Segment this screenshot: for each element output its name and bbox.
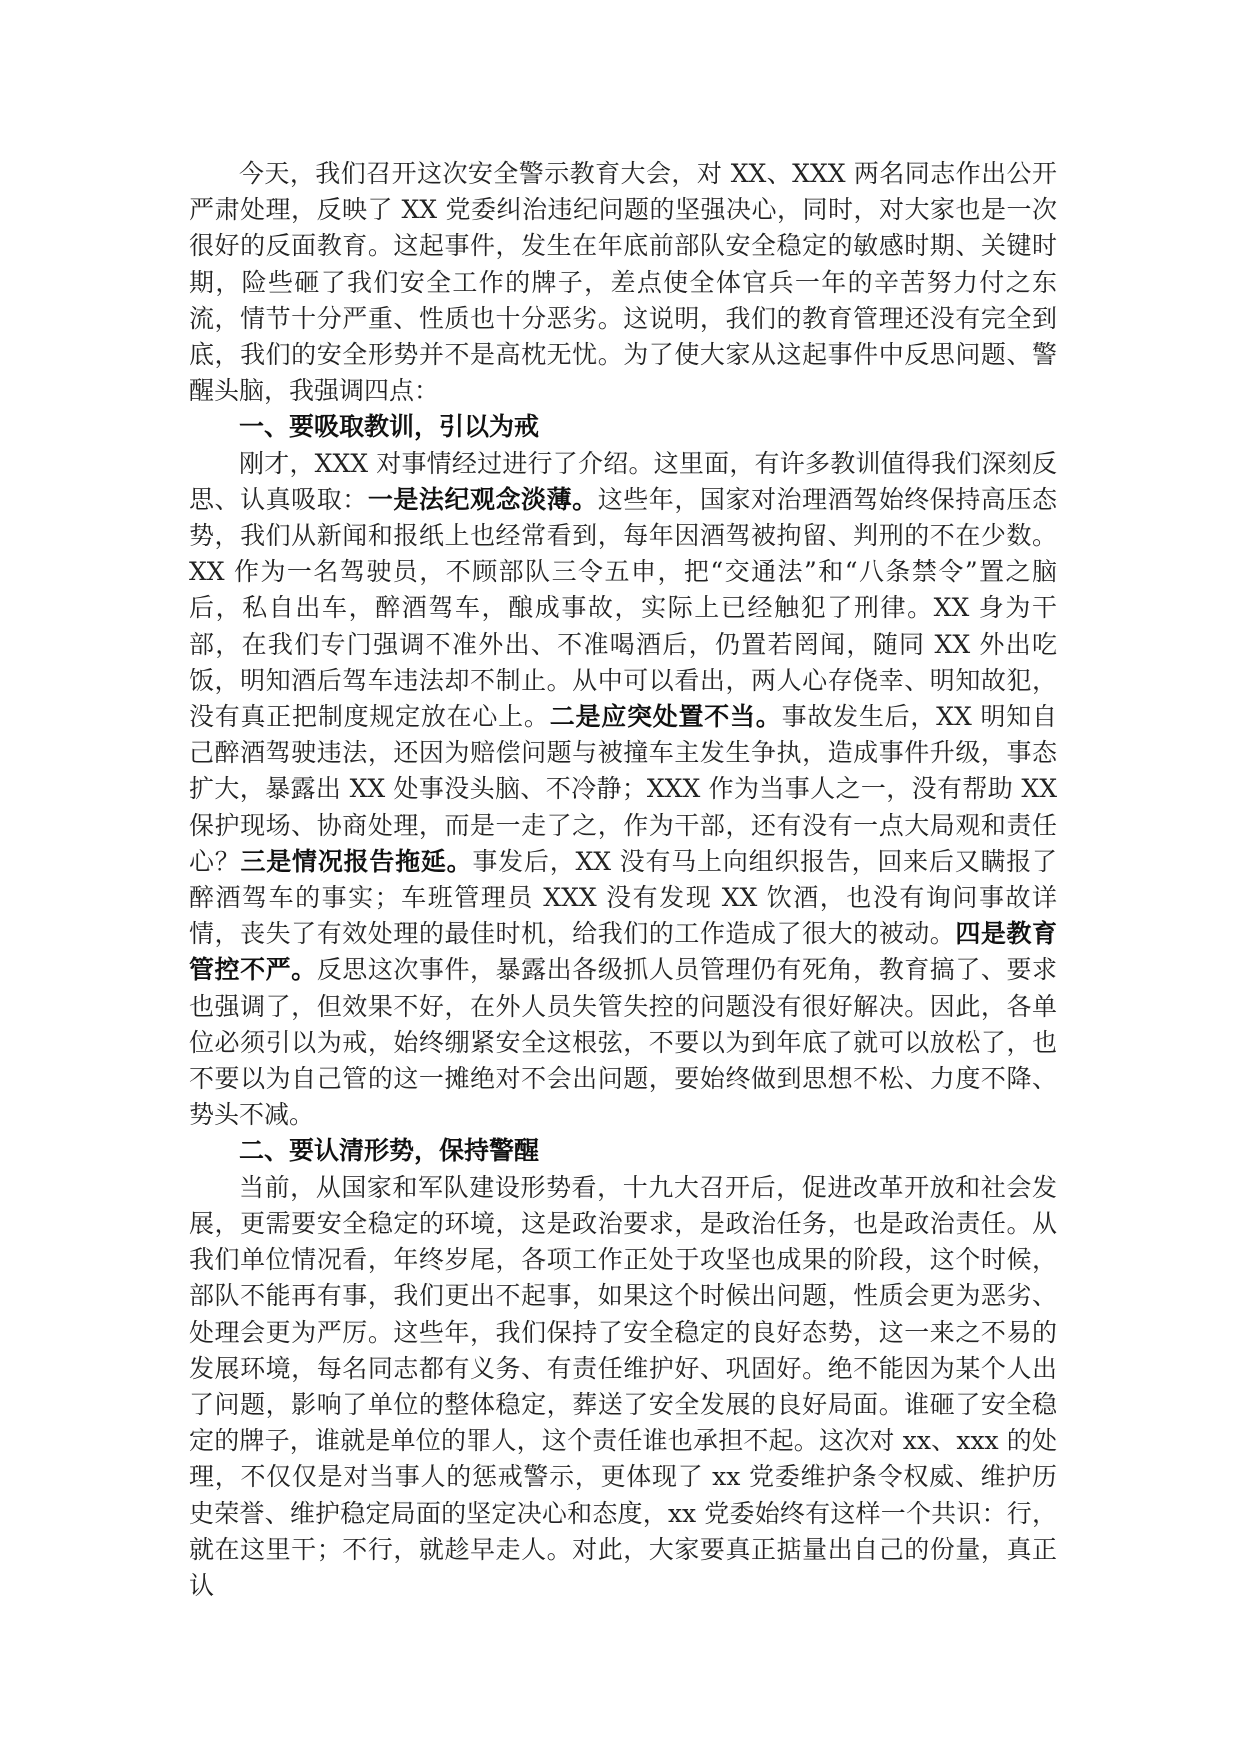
section-1-text-b: 这些年，国家对治理酒驾始终保持高压态势，我们从新闻和报纸上也经常看到，每年因酒驾被拘留、判刑的不在少数。XX 作为一名驾驶员，不顾部队三令五申，把“交通法”和“八条禁令”置之脑后，私自出车，醉酒驾车，酿成事故，实际上已经触犯了刑律。XX 身为干部，在我们专门强调不准外出、不准喝酒后，仍置若罔闻，随同 XX 外出吃饭，明知酒后驾车违法却不制止。从中可以看出，两人心存侥幸、明知故犯，没有真正把制度规定放在心上。	[189, 484, 1057, 732]
section-2-text: 当前，从国家和军队建设形势看，十九大召开后，促进改革开放和社会发展，更需要安全稳定的环境，这是政治要求，是政治任务，也是政治责任。从我们单位情况看，年终岁尾，各项工作正处于攻坚也成果的阶段，这个时候，部队不能再有事，我们更出不起事，如果这个时候出问题，性质会更为恶劣、处理会更为严厉。这些年，我们保持了安全稳定的良好态势，这一来之不易的发展环境，每名同志都有义务、有责任维护好、巩固好。绝不能因为某个人出了问题，影响了单位的整体稳定，葬送了安全发展的良好局面。谁砸了安全稳定的牌子，谁就是单位的罪人，这个责任谁也承担不起。这次对 xx、xxx 的处理，不仅仅是对当事人的惩戒警示，更体现了 xx 党委维护条令权威、维护历史荣誉、维护稳定局面的坚定决心和态度，xx 党委始终有这样一个共识：行，就在这里干；不行，就趁早走人。对此，大家要真正掂量出自己的份量，真正认	[189, 1172, 1057, 1600]
section-1-paragraph	[189, 446, 1057, 1134]
point-3-label: 三是情况报告拖延。	[240, 846, 473, 876]
section-2-heading: 二、要认清形势，保持警醒	[239, 1136, 540, 1166]
intro-paragraph	[189, 156, 1057, 409]
point-4-label: 四是教育管控不严。	[189, 919, 1057, 985]
point-2-label: 二是应突处置不当。	[549, 702, 782, 732]
document-page	[189, 156, 1057, 1604]
section-2-paragraph	[189, 1170, 1057, 1604]
point-1-label: 一是法纪观念淡薄。	[367, 484, 598, 514]
section-1-text-a: 刚才，XXX 对事情经过进行了介绍。这里面，有许多教训值得我们深刻反思、认真吸取：	[189, 448, 1057, 514]
section-1-text-d: 事发后，XX 没有马上向组织报告，回来后又瞒报了醉酒驾车的事实；车班管理员 XXX 没有发现 XX 饮酒，也没有询问事故详情，丧失了有效处理的最佳时机，给我们的工作造成了很大的被动。	[189, 846, 1057, 949]
section-1-text-e: 反思这次事件，暴露出各级抓人员管理仍有死角，教育搞了、要求也强调了，但效果不好，在外人员失管失控的问题没有很好解决。因此，各单位必须引以为戒，始终绷紧安全这根弦，不要以为到年底了就可以放松了，也不要以为自己管的这一摊绝对不会出问题，要始终做到思想不松、力度不降、势头不减。	[189, 955, 1057, 1130]
section-1-text-c: 事故发生后，XX 明知自己醉酒驾驶违法，还因为赔偿问题与被撞车主发生争执，造成事件升级，事态扩大，暴露出 XX 处事没头脑、不冷静；XXX 作为当事人之一，没有帮助 XX 保护现场、协商处理，而是一走了之，作为干部，还有没有一点大局观和责任心？	[189, 702, 1057, 876]
intro-text: 今天，我们召开这次安全警示教育大会，对 XX、XXX 两名同志作出公开严肃处理，反映了 XX 党委纠治违纪问题的坚强决心，同时，对大家也是一次很好的反面教育。这起事件，发生在年底前部队安全稳定的敏感时期、关键时期，险些砸了我们安全工作的牌子，差点使全体官兵一年的辛苦努力付之东流，情节十分严重、性质也十分恶劣。这说明，我们的教育管理还没有完全到底，我们的安全形势并不是高枕无忧。为了使大家从这起事件中反思问题、警醒头脑，我强调四点：	[189, 159, 1057, 406]
section-1-heading: 一、要吸取教训，引以为戒	[239, 412, 540, 442]
